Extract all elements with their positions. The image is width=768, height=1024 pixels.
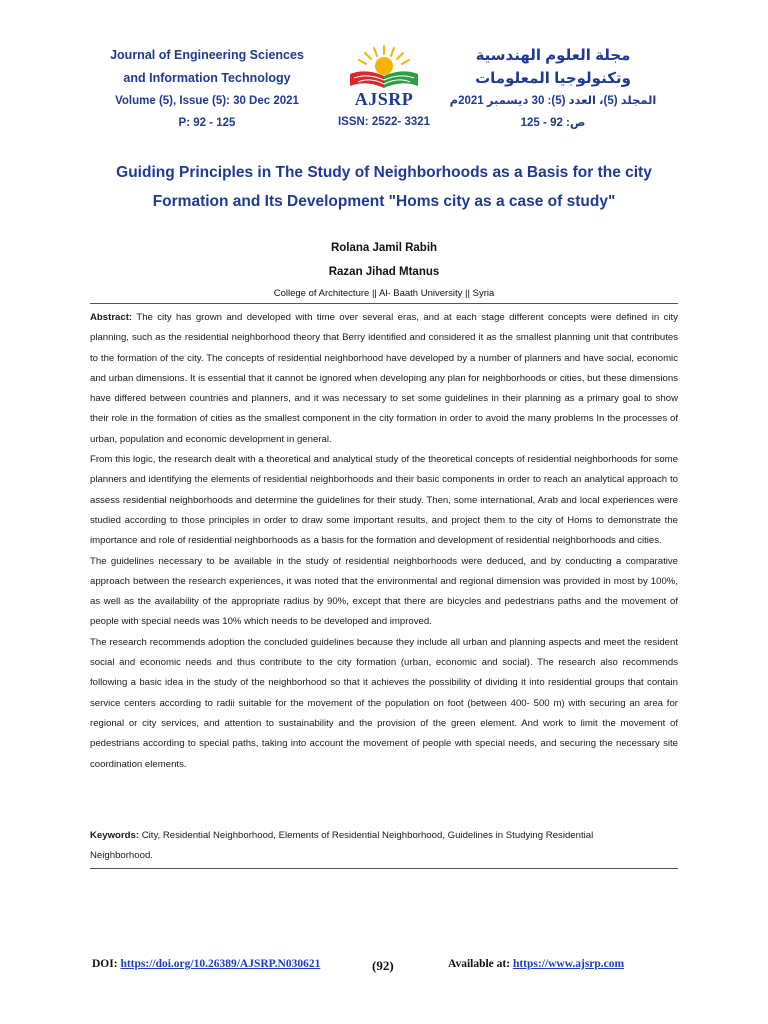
abstract-paragraph: The research recommends adoption the concluded guidelines because they include all urban and planning aspects and meet the resident social and economic needs and thus contribute to the city formation (urban, economic and social). The research also recommends following a basic idea in the study of the neighborhood so that it achieves the possibility of dividing it into residential groups that contain service centers according to radii suitable for the movement of the population on foot (between 400- 500 m) with securing an area for regional or city services, and attention to sustainability and the provision of the green element. And work to limit the movement of pedestrians according to special paths, taking into account the movement of people with special needs, and securing the necessary site coordination elements. bbox=[90, 636, 678, 770]
journal-header bbox=[0, 44, 768, 134]
keywords bbox=[90, 826, 650, 866]
divider-bottom bbox=[90, 868, 678, 869]
journal-name-arabic-line2: وتكنولوجيا المعلومات bbox=[475, 70, 631, 87]
volume-info-arabic: المجلد (5)، العدد (5): 30 ديسمبر 2021م bbox=[449, 95, 657, 107]
page-range-arabic: ص: 92 - 125 bbox=[520, 117, 586, 129]
ajsrp-logo bbox=[330, 44, 438, 132]
author-block bbox=[0, 236, 768, 304]
abstract-paragraph: Abstract: The city has grown and developed with time over several eras, and at each stage different concepts were defined in city planning, such as the residential neighborhood theory that Berry identified and considered it as the smallest planning unit that contributes to the formation of the city. The concepts of residential neighborhood have developed by a number of planners and have social, economic and urban dimensions. It is essential that it cannot be ignored when developing any plan for neighborhoods or cities, but these dimensions have differed between countries and planners, and it was necessary to set some guidelines in their planning as a primary goal to show their role in the formation of cities as the smallest component in the city formation in order to avoid the many problems In the processes of urban, population and economic development in general. bbox=[90, 312, 678, 445]
website-link[interactable]: https://www.ajsrp.com bbox=[512, 958, 625, 970]
author-name: Razan Jihad Mtanus bbox=[328, 266, 440, 278]
page-number: (92) bbox=[372, 958, 394, 973]
journal-info-arabic bbox=[438, 44, 668, 134]
divider-top bbox=[90, 303, 678, 304]
issn: ISSN: 2522- 3321 bbox=[337, 116, 431, 128]
availability: Available at: https://www.ajsrp.com bbox=[448, 958, 625, 970]
journal-name-line1: Journal of Engineering Sciences bbox=[110, 48, 304, 62]
paper-title-line1: Guiding Principles in The Study of Neighborhoods as a Basis for the city bbox=[116, 164, 652, 181]
volume-info: Volume (5), Issue (5): 30 Dec 2021 bbox=[115, 95, 299, 107]
journal-name-line2: and Information Technology bbox=[123, 71, 291, 85]
page-footer bbox=[0, 958, 768, 978]
book-sun-icon bbox=[344, 44, 424, 92]
keywords-text: City, Residential Neighborhood, Elements of Residential Neighborhood, Guidelines in Studying Residential Neighborhood. bbox=[90, 830, 594, 861]
logo-text: AJSRP bbox=[354, 89, 414, 109]
abstract-label: Abstract: bbox=[90, 312, 133, 323]
paper-title-line2: Formation and Its Development "Homs city as a case of study" bbox=[152, 193, 616, 210]
keywords-label: Keywords: bbox=[90, 830, 140, 841]
doi: DOI: https://doi.org/10.26389/AJSRP.N030621 bbox=[92, 958, 321, 970]
page-range: P: 92 - 125 bbox=[178, 117, 236, 129]
journal-info-english bbox=[92, 44, 322, 134]
abstract-paragraph: From this logic, the research dealt with a theoretical and analytical study of the theoretical concepts of residential neighborhoods for some planners and identifying the elements of residential neighborhoods and their basic components in order to reach an analytical approach to assess residential neighborhoods and determine the guidelines for their study. Then, some international, Arab and local experiences were studied according to those principles in order to draw some important results, and project them to the city of Homs to demonstrate the importance and role of residential neighborhoods as a basis for the formation and development of residential neighborhoods and cities. bbox=[90, 454, 678, 547]
abstract-paragraph: The guidelines necessary to be available in the study of residential neighborhoods were deduced, and by conducting a comparative approach between the research experiences, it was noted that the environmental and regional dimension was provided in most by 100%, as well as the availability of the appropriate radius by 90%, except that there are bicycles and pedestrians paths and the movement of people with special needs was 10% which needs to be developed and improved. bbox=[90, 555, 678, 628]
journal-name-arabic-line1: مجلة العلوم الهندسية bbox=[475, 47, 631, 64]
author-name: Rolana Jamil Rabih bbox=[330, 242, 438, 254]
paper-title bbox=[80, 158, 688, 216]
affiliation: College of Architecture || Al- Baath University || Syria bbox=[273, 288, 495, 299]
doi-link[interactable]: https://doi.org/10.26389/AJSRP.N030621 bbox=[120, 958, 321, 970]
abstract bbox=[90, 308, 678, 775]
